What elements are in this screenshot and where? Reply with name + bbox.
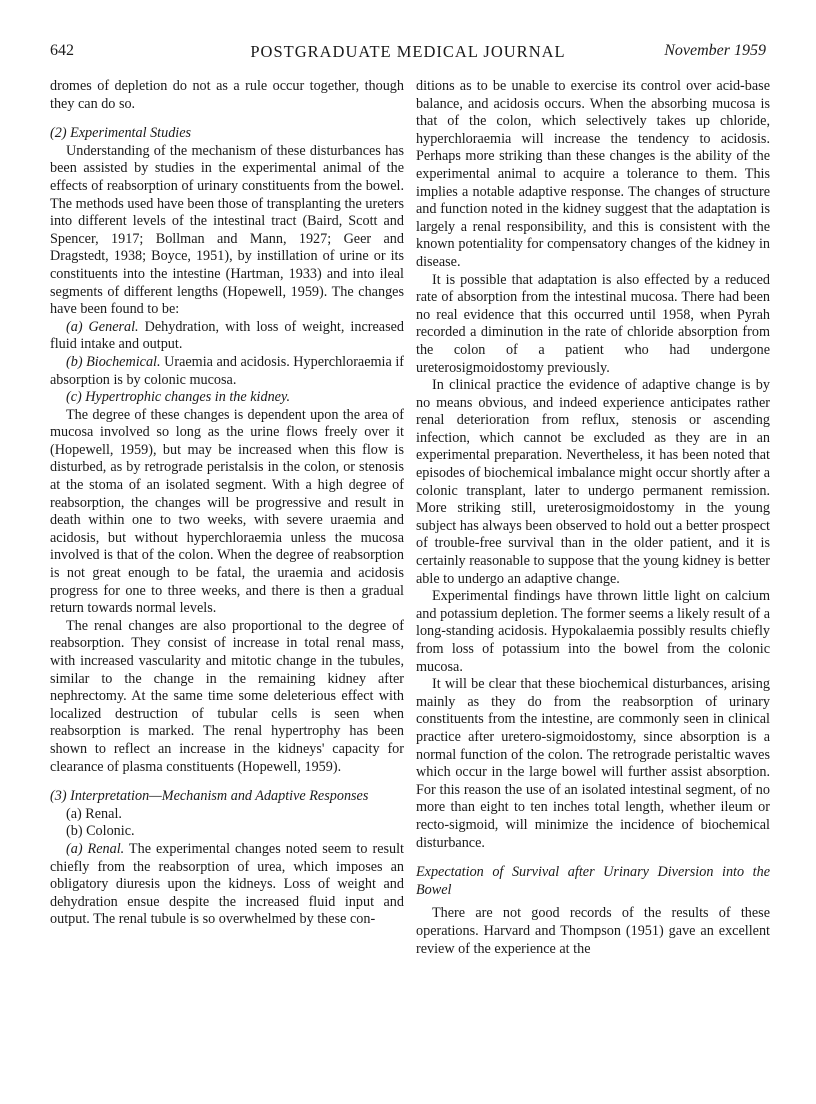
paragraph-renal-changes: The renal changes are also proportional to the degree of reabsorption. They consist of increase in total renal mass, with increased vascularity and mitotic change in the tubules, similar to the change in the remaining kidney after nephrectomy. At the same time some deleterious effect with localized destruction of tubular cells is seen when reabsorption is marked. The renal hypertrophy has been shown to reflect an increase in the kidneys' capacity for clearance of plasma constituents (Hopewell, 1959). — [50, 617, 404, 775]
journal-title: POSTGRADUATE MEDICAL JOURNAL — [250, 42, 566, 61]
paragraph-possible-adaptation: It is possible that adaptation is also effected by a reduced rate of absorption from the intestinal mucosa. There had been no real evidence that this occurred until 1958, when Pyrah recorded a diminution in the rate of chloride absorption from the colon of a patient who had undergone ureterosigmoidostomy previously. — [416, 271, 770, 376]
paragraph-renal-label: (a) Renal. — [66, 840, 125, 857]
paragraph-biochemical-disturbances: It will be clear that these biochemical disturbances, arising mainly as they do from the reabsorption of urinary constituents from the intestine, are commonly seen in clinical practice after uretero-sigmoidostomy, since absorption is a normal function of the colon. The retrograde peristaltic waves which occur in the large bowel will further assist absorption. For this reason the use of an isolated intestinal segment, of no more than eight to ten inches total length, whether ileum or recto-sigmoid, will minimize the incidence of biochemical disturbance. — [416, 676, 770, 851]
list-item-general-label: (a) General. — [66, 318, 139, 335]
section-heading-interpretation: (3) Interpretation—Mechanism and Adaptive Responses — [50, 788, 369, 805]
paragraph-intro: dromes of depletion do not as a rule occur together, though they can do so. — [50, 78, 404, 112]
section-heading-experimental-studies: (2) Experimental Studies — [50, 125, 192, 142]
list-item-hypertrophic — [50, 389, 404, 407]
paragraph-renal-text: The experimental changes noted seem to result chiefly from the reabsorption of urea, which imposes an obligatory diuresis upon the kidneys. Loss of weight and dehydration ensue despite the increased fluid input and output. The renal tubule is so overwhelmed by these con- — [50, 840, 404, 928]
paragraph-renal-interpretation — [50, 841, 404, 929]
list-item-general-text: Dehydration, with loss of weight, increased fluid intake and output. — [50, 318, 404, 353]
list-item-biochemical — [50, 354, 404, 389]
left-column — [50, 78, 404, 929]
paragraph-experimental-findings: Experimental findings have thrown little light on calcium and potassium depletion. The former seems a likely result of a long-standing acidosis. Hypokalaemia possibly results chiefly from loss of potassium into the bowel from the colonic mucosa. — [416, 588, 770, 675]
issue-date: November 1959 — [664, 42, 766, 59]
paragraph-clinical-practice: In clinical practice the evidence of adaptive change is by no means obvious, and indeed experience anticipates rather renal deterioration from reflux, stenosis or ascending infection, which cannot be excluded as they are in an experimental preparation. Nevertheless, it has been noted that episodes of biochemical imbalance might occur shortly after a colonic transplant, later to undergo permanent remission. More striking still, ureterosigmoidostomy in the young subject has always been observed to hold out a better prospect of trouble-free survival than in the older patient, and it is certainly reasonable to suppose that the young kidney is better able to undergo an adaptive change. — [416, 377, 770, 587]
list-item-colonic: (b) Colonic. — [66, 823, 135, 840]
list-item-renal: (a) Renal. — [66, 805, 122, 822]
paragraph-records: There are not good records of the results of these operations. Harvard and Thompson (1951) gave an excellent review of the experience at the — [416, 905, 770, 957]
list-item-hypertrophic-label: (c) Hypertrophic changes in the kidney. — [66, 389, 291, 406]
page-header — [50, 42, 766, 66]
paragraph-continued: ditions as to be unable to exercise its control over acid-base balance, and acidosis occurs. When the absorbing mucosa is that of the colon, which selectively takes up chloride, hyperchloraemia will increase the tendency to acidosis. Perhaps more striking than these changes is the ability of the experimental animal to acquire a tolerance to them. This implies a notable adaptive response. The changes of structure and function noted in the kidney suggest that the adaptation is largely a renal responsibility, and this is consistent with the known potentiality for compensatory changes of the kidney in disease. — [416, 78, 770, 270]
section-heading-survival: Expectation of Survival after Urinary Diversion into the Bowel — [416, 864, 770, 898]
paragraph-experimental: Understanding of the mechanism of these disturbances has been assisted by studies in the experimental animal of the effects of reabsorption of urinary constituents from the bowel. The methods used have been those of transplanting the ureters into different levels of the intestinal tract (Baird, Scott and Spencer, 1917; Bollman and Mann, 1927; Geer and Dragstedt, 1938; Boyce, 1951), by instillation of urine or its constituents into the intestine (Hartman, 1933) and into ileal segments of different lengths (Hopewell, 1959). The changes have been found to be: — [50, 142, 404, 318]
list-item-general — [50, 319, 404, 354]
list-item-biochemical-label: (b) Biochemical. — [66, 353, 161, 370]
list-item-biochemical-text: Uraemia and acidosis. Hyperchloraemia if absorption is by colonic mucosa. — [50, 353, 404, 388]
page-number: 642 — [50, 42, 74, 59]
right-column — [416, 78, 770, 958]
paragraph-degree: The degree of these changes is dependent upon the area of mucosa involved so long as the urine flows freely over it (Hopewell, 1959), but may be increased when this flow is disturbed, as by retrograde peristalsis in the colon, or stenosis at the stoma of an isolated segment. With a high degree of reabsorption, the changes will be progressive and result in death within one to two weeks, with severe uraemia and acidosis, but without hyperchloraemia unless the mucosa involved is that of the colon. When the degree of reabsorption is not great enough to be fatal, the uraemia and acidosis progress for one to three weeks, and there is then a gradual return towards normal levels. — [50, 406, 404, 617]
